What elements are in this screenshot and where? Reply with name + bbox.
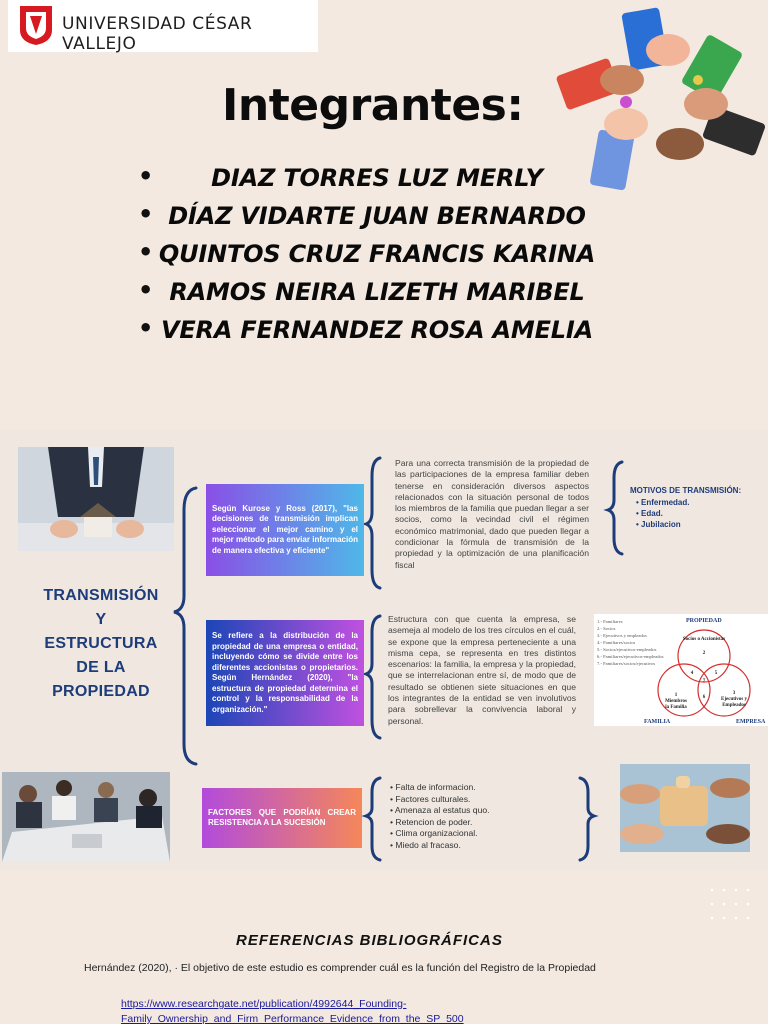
list-item: • Amenaza al estatus quo.	[390, 805, 490, 815]
venn-label-empresa: EMPRESA	[736, 719, 766, 725]
venn-number: 5	[714, 671, 718, 676]
member-name: DÍAZ VIDARTE JUAN BERNARDO	[168, 202, 586, 230]
references-title: REFERENCIAS BIBLIOGRÁFICAS	[236, 932, 503, 949]
brace-4	[366, 778, 380, 860]
venn-legend-item: 2.- Socios	[597, 626, 616, 631]
three-circles-diagram	[594, 614, 768, 726]
reference-link[interactable]	[121, 997, 464, 1024]
list-item: • Clima organizacional.	[390, 828, 478, 838]
list-item: • Enfermedad.	[636, 498, 690, 507]
factors-list	[390, 782, 490, 851]
page-title: Integrantes:	[222, 80, 524, 131]
venn-legend-item: 5.- Socios/ejecutivos-empleados	[597, 647, 657, 652]
brace-3	[366, 616, 380, 738]
list-item: • Falta de informacion.	[390, 782, 476, 792]
venn-legend-item: 4.- Familiares/socios	[597, 640, 636, 645]
box-text: FACTORES QUE PODRÍAN CREAR RESISTENCIA A LA SUCESIÓN	[208, 807, 356, 827]
definition-box-transmision	[206, 484, 364, 576]
box-text: Se refiere a la distribución de la propiedad de una empresa o entidad, incluyendo cómo se divide entre los diferentes accionistas o propietarios. Según Hernández (2020), "la estructura de propiedad determina el control y la responsabilidad de la organización."	[212, 631, 358, 714]
section-title-line: DE LA	[76, 659, 126, 676]
venn-number: 7	[702, 679, 706, 684]
list-item: • Miedo al fracaso.	[390, 839, 461, 850]
section-title-line: TRANSMISIÓN	[43, 587, 159, 604]
factors-box	[202, 788, 362, 848]
motivos-title: MOTIVOS DE TRANSMISIÓN:	[630, 486, 742, 495]
list-item: • Factores culturales.	[390, 793, 471, 804]
member-name: VERA FERNANDEZ ROSA AMELIA	[160, 316, 593, 344]
list-item: • Jubilacion	[636, 520, 681, 529]
member-name: RAMOS NEIRA LIZETH MARIBEL	[169, 278, 585, 306]
list-item: • Retencion de poder.	[390, 816, 473, 827]
venn-legend-item: 6.- Familiares/ejecutivos-empleados	[597, 654, 664, 659]
list-item: • Edad.	[636, 509, 663, 518]
venn-number: 3	[732, 691, 736, 696]
section-title-line: Y	[95, 611, 107, 628]
main-brace	[174, 488, 196, 764]
structure-paragraph: Estructura con que cuenta la empresa, se asemeja al modelo de los tres círculos en el cuál, se expone que la empresa perteneciente a una misma cepa, se representa en tres distintos escenarios: la familia, la empresa y la propiedad, que se interrelacionan entre sí, de modo que de resultado se obtienen siete situaciones en que los integrantes de la entidad se ven involutivos para sobrellevar la convivencia laboral y personal.	[388, 614, 576, 726]
member-name: DIAZ TORRES LUZ MERLY	[211, 164, 543, 192]
university-name: UNIVERSIDAD CÉSAR VALLEJO	[62, 14, 253, 54]
reference-text: Hernández (2020), · El objetivo de este estudio es comprender cuál es la función del Registro de la Propiedad	[84, 962, 596, 974]
venn-legend-item: 1.- Familiares	[597, 619, 623, 624]
bullet: •	[138, 162, 154, 190]
bullet: •	[138, 276, 154, 304]
venn-c2-label: Socios o Accionistas	[682, 637, 726, 642]
venn-label-familia: FAMILIA	[644, 719, 671, 725]
member-name: QUINTOS CRUZ FRANCIS KARINA	[158, 240, 596, 268]
brace-1	[366, 458, 380, 588]
section-title-line: ESTRUCTURA	[44, 635, 158, 652]
venn-number: 6	[702, 695, 706, 700]
venn-c1-label: la Familia	[665, 705, 687, 710]
reference-link-line[interactable]: Family_Ownership_and_Firm_Performance_Evidence_from_the_SP_500	[121, 1013, 464, 1024]
section-title-line: PROPIEDAD	[52, 683, 150, 700]
transmission-paragraph: Para una correcta transmisión de la propiedad de las participaciones de la empresa familiar deben tenerse en consideración diversos aspectos relacionados con la situación personal de todos los miembros de la familia que puedan llegar a ser socios, como la vecindad civil el régimen económico matrimonial, dado que pueden llegar a condicionar la fórmula de transmisión de la propiedad y la optimización de una planificación fiscal	[395, 458, 589, 570]
venn-number: 4	[690, 671, 694, 676]
definition-box-estructura	[206, 620, 364, 726]
dots-decoration	[708, 884, 758, 924]
bullet: •	[138, 200, 154, 228]
bullet: •	[138, 238, 154, 266]
venn-label-propiedad: PROPIEDAD	[686, 618, 722, 624]
venn-c3-label: Ejecutivos y	[721, 697, 747, 702]
venn-legend-item: 3.- Ejecutivos y empleados	[597, 633, 647, 638]
motivos-list	[630, 486, 741, 530]
venn-number: 1	[674, 693, 678, 698]
venn-c3-label: Empleados	[722, 703, 746, 708]
bullet: •	[138, 314, 154, 342]
brace-5	[580, 778, 594, 860]
box-text: Según Kurose y Ross (2017), "las decisiones de transmisión implican seleccionar el mejor camino y el mejor método para enviar información de manera efectiva y eficiente"	[212, 503, 358, 555]
venn-c1-label: Miembros	[665, 699, 687, 704]
venn-number: 2	[702, 651, 706, 656]
brace-2	[608, 462, 622, 554]
venn-legend-item: 7.- Familiares/socios/ejecutivos	[597, 661, 656, 666]
reference-link-line[interactable]: https://www.researchgate.net/publication/4992644_Founding-	[121, 998, 407, 1010]
